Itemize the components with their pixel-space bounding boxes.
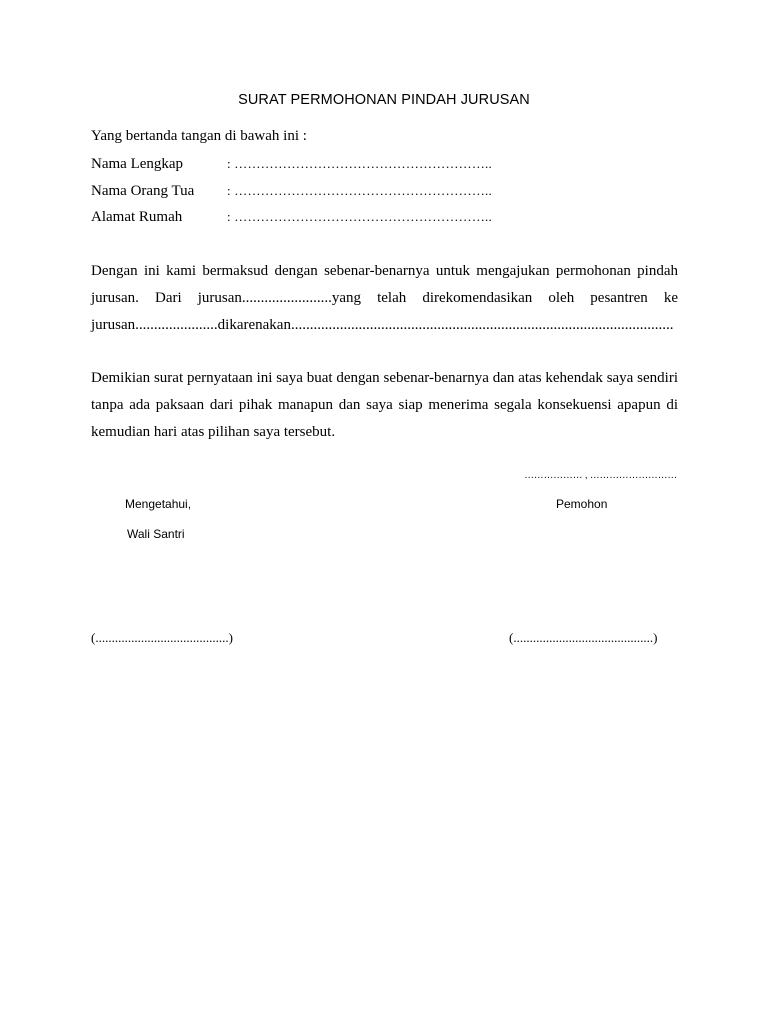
statement-paragraph — [91, 365, 678, 446]
paragraph-line: kemudian hari atas pilihan saya tersebut. — [91, 424, 336, 440]
right-signature-heading: Pemohon — [556, 497, 608, 511]
intro-text: Yang bertanda tangan di bawah ini : — [91, 128, 307, 144]
paragraph-line: tanpa ada paksaan dari pihak manapun dan saya siap menerima segala konsekuensi apapun di — [91, 397, 678, 413]
field-label: Alamat Rumah — [91, 209, 183, 225]
field-label: Nama Lengkap — [91, 156, 184, 172]
field-label: Nama Orang Tua — [91, 183, 195, 199]
paragraph-line: Dengan ini kami bermaksud dengan sebenar-benarnya untuk mengajukan permohonan pindah — [91, 263, 678, 279]
paragraph-line: jurusan. Dari jurusan........................yang telah direkomendasikan oleh pesantren ke — [91, 290, 678, 306]
paragraph-line: jurusan......................dikarenakan...................................................................................................... — [91, 317, 674, 333]
left-signature-name-line: (.........................................) — [91, 630, 233, 645]
request-paragraph — [91, 258, 678, 339]
field-value: : ………………………………………………….. — [227, 209, 492, 224]
right-signature-name-line: (...........................................) — [509, 630, 658, 645]
left-signature-heading: Mengetahui, — [125, 497, 192, 511]
paragraph-line: Demikian surat pernyataan ini saya buat dengan sebenar-benarnya dan atas kehendak saya sendiri — [91, 370, 678, 386]
left-signature-role: Wali Santri — [127, 527, 185, 541]
field-value: : ………………………………………………….. — [227, 156, 492, 171]
field-value: : ………………………………………………….. — [227, 183, 492, 198]
page-title: SURAT PERMOHONAN PINDAH JURUSAN — [238, 92, 530, 108]
place-date-line: ……………… , ……………………… — [524, 470, 677, 481]
